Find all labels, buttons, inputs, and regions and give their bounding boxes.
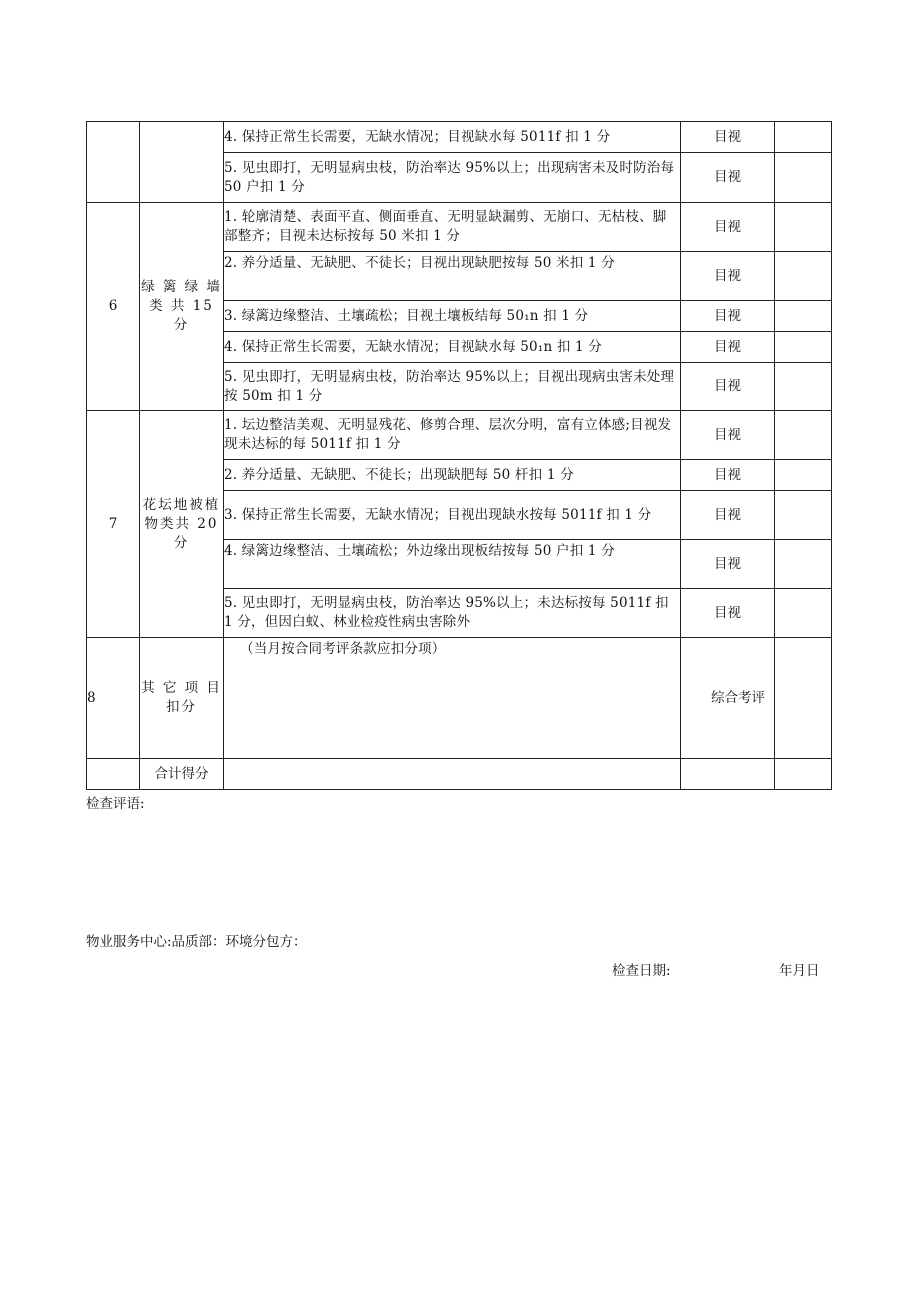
score-cell[interactable] [775, 203, 832, 252]
criterion-cell: 1. 坛边整洁美观、无明显残花、修剪合理、层次分明，富有立体感;目视发现未达标的每 5011f 扣 1 分 [224, 411, 681, 460]
category-cell: 花坛地被植物类共 20 分 [140, 411, 224, 638]
empty-cell [87, 759, 140, 790]
item-number-cell: 6 [87, 203, 140, 411]
method-cell: 目视 [681, 460, 775, 491]
date-label: 检查日期: [612, 963, 671, 979]
score-cell[interactable] [775, 153, 832, 203]
score-cell[interactable] [775, 491, 832, 540]
table-row [87, 122, 832, 153]
category-cell: 绿 篱 绿 墙 类 共 15 分 [140, 203, 224, 411]
date-units: 年月日 [779, 963, 820, 979]
item-number-cell: 7 [87, 411, 140, 638]
score-cell[interactable] [775, 540, 832, 589]
method-cell: 目视 [681, 252, 775, 301]
criterion-cell: 5. 见虫即打，无明显病虫枝，防治率达 95%以上；出现病害未及时防治每 50 户扣 1 分 [224, 153, 681, 203]
total-score-cell[interactable] [775, 759, 832, 790]
table-row [87, 638, 832, 759]
method-cell: 目视 [681, 153, 775, 203]
table-row [87, 411, 832, 460]
score-cell[interactable] [775, 589, 832, 638]
method-cell: 目视 [681, 122, 775, 153]
criterion-cell: 2. 养分适量、无缺肥、不徒长；目视出现缺肥按每 50 米扣 1 分 [224, 252, 681, 301]
score-cell[interactable] [775, 460, 832, 491]
method-cell: 目视 [681, 411, 775, 460]
item-number-cell [87, 122, 140, 203]
criterion-cell: 3. 保持正常生长需要，无缺水情况；目视出现缺水按每 5011f 扣 1 分 [224, 491, 681, 540]
criterion-cell: 2. 养分适量、无缺肥、不徒长；出现缺肥每 50 杆扣 1 分 [224, 460, 681, 491]
method-cell: 目视 [681, 589, 775, 638]
method-cell: 目视 [681, 203, 775, 252]
category-cell [140, 122, 224, 203]
method-cell: 目视 [681, 363, 775, 411]
criterion-cell: 1. 轮廓清楚、表面平直、侧面垂直、无明显缺漏剪、无崩口、无枯枝、脚部整齐；目视未达标按每 50 米扣 1 分 [224, 203, 681, 252]
total-label-cell: 合计得分 [140, 759, 224, 790]
table-row [87, 203, 832, 252]
note-cell: （当月按合同考评条款应扣分项） [224, 638, 681, 759]
criterion-cell: 4. 保持正常生长需要，无缺水情况；目视缺水每 5011f 扣 1 分 [224, 122, 681, 153]
score-cell[interactable] [775, 301, 832, 332]
criterion-cell: 4. 绿篱边缘整洁、土壤疏松；外边缘出现板结按每 50 户扣 1 分 [224, 540, 681, 589]
score-cell[interactable] [775, 122, 832, 153]
comment-label: 检查评语: [86, 796, 145, 812]
score-cell[interactable] [775, 411, 832, 460]
total-value-cell[interactable] [224, 759, 681, 790]
total-method-cell [681, 759, 775, 790]
table-row [87, 759, 832, 790]
category-cell: 其 它 项 目扣分 [140, 638, 224, 759]
method-cell: 目视 [681, 540, 775, 589]
criterion-cell: 3. 绿篱边缘整洁、土壤疏松；目视土壤板结每 50₁n 扣 1 分 [224, 301, 681, 332]
method-cell: 目视 [681, 491, 775, 540]
method-cell: 目视 [681, 332, 775, 363]
method-cell: 综合考评 [681, 638, 775, 759]
score-cell[interactable] [775, 252, 832, 301]
score-cell[interactable] [775, 363, 832, 411]
inspection-table [86, 121, 832, 790]
score-cell[interactable] [775, 638, 832, 759]
criterion-cell: 4. 保持正常生长需要，无缺水情况；目视缺水每 50₁n 扣 1 分 [224, 332, 681, 363]
criterion-cell: 5. 见虫即打，无明显病虫枝，防治率达 95%以上；目视出现病虫害未处理按 50m 扣 1 分 [224, 363, 681, 411]
method-cell: 目视 [681, 301, 775, 332]
score-cell[interactable] [775, 332, 832, 363]
criterion-cell: 5. 见虫即打，无明显病虫枝，防治率达 95%以上；未达标按每 5011f 扣 1 分，但因白蚁、林业检疫性病虫害除外 [224, 589, 681, 638]
item-number-cell: 8 [87, 638, 140, 759]
signature-line: 物业服务中心:品质部：环境分包方： [86, 934, 307, 950]
